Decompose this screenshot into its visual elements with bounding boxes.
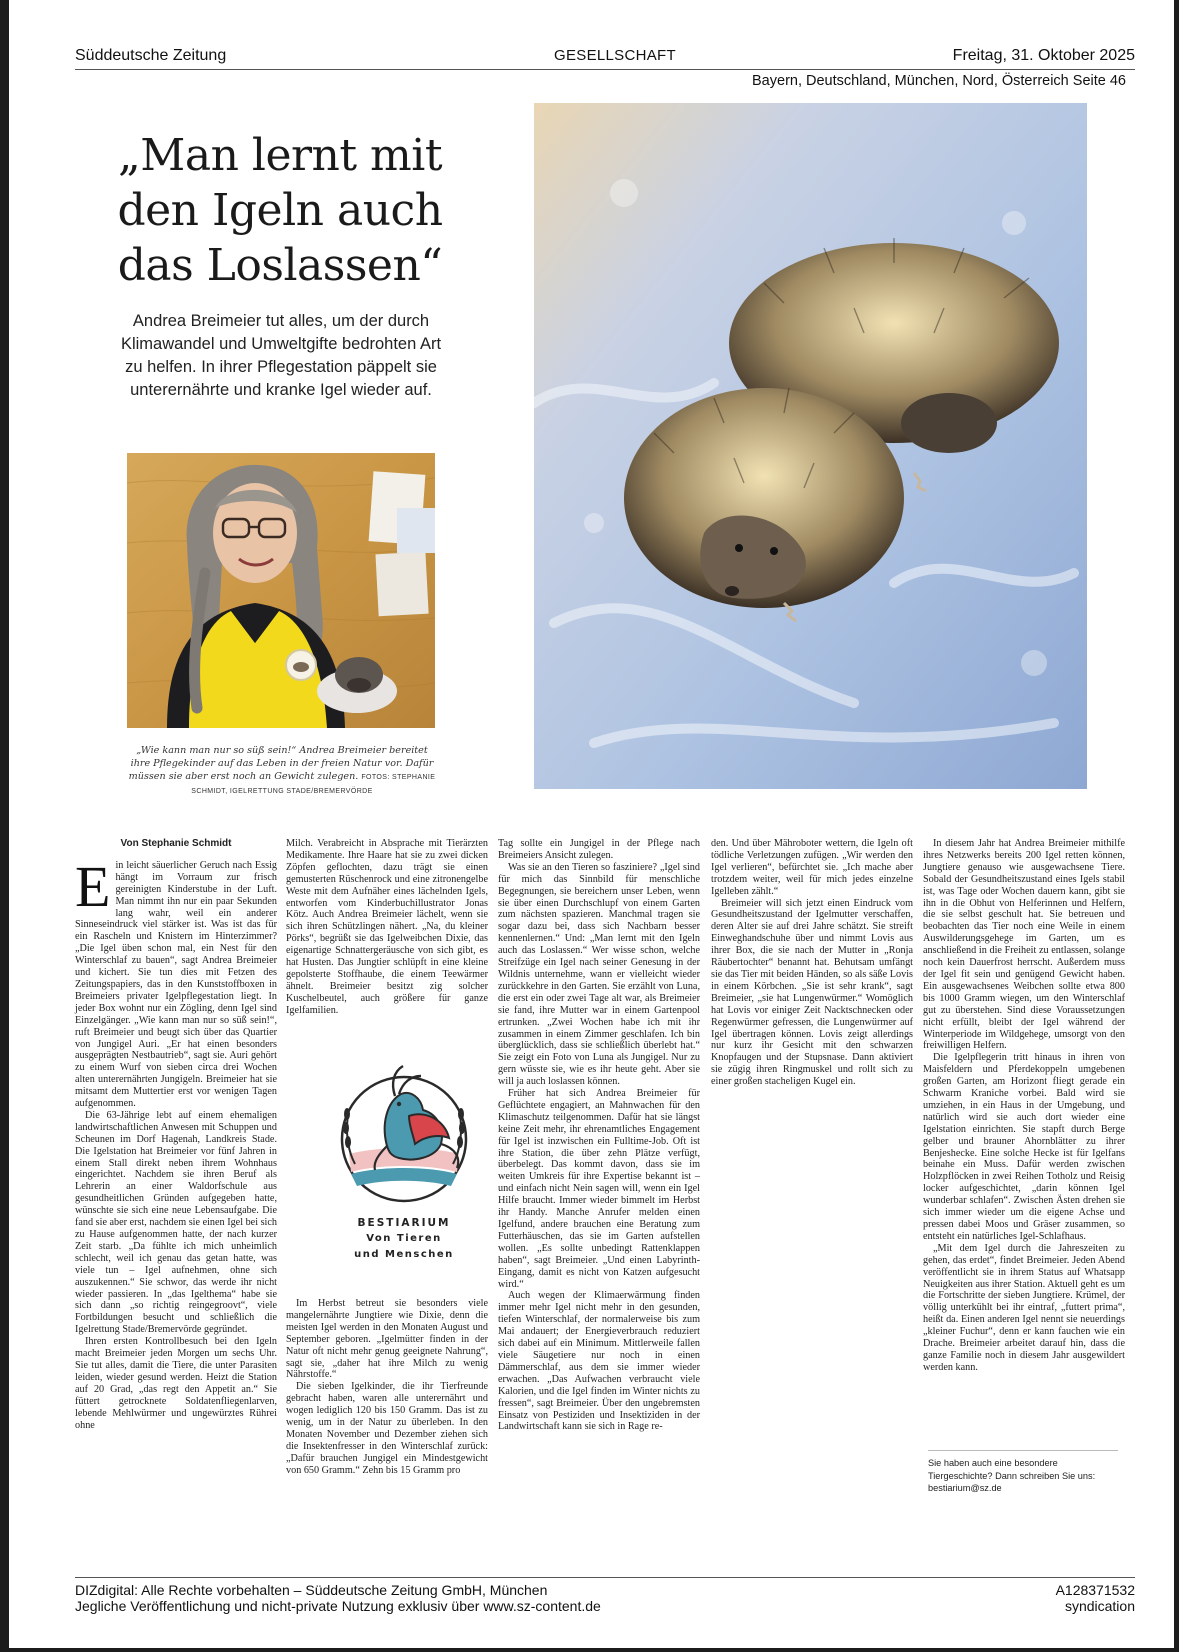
caption-text: „Wie kann man nur so süß sein!“ Andrea Breimeier bereitet ihre Pflegekinder auf das Leben in der freien Natur vor. Dafür müssen sie aber erst noch an Gewicht zulegen. xyxy=(128,745,434,782)
bestiarium-subtitle-2: und Menschen xyxy=(354,1249,454,1260)
article-paragraph: Auch wegen der Klimaerwärmung finden immer mehr Igel nicht mehr in den gesunden, tiefen Winterschlaf, der normalerweise bis zum Mai andauert; der Energieverbrauch reduziert sich dabei auf ein Minimum. Mittlerweile fallen viele Säugetiere nur noch in einen Dämmerschlaf, aus dem sie immer wieder erwachen. „Das Aufwachen verbraucht viele Kalorien, und die Igel finden im Winter nichts zu fressen“, sagt Breimeier. Über den ungebremsten Einsatz von Pestiziden und Insektiziden in der Landwirtschaft kann sie sich in Rage re- xyxy=(498,1290,700,1433)
bestiarium-subtitle-1: Von Tieren xyxy=(366,1233,442,1244)
editions-line: Bayern, Deutschland, München, Nord, Österreich Seite 46 xyxy=(752,73,1126,89)
contact-line-1: Sie haben auch eine besondere xyxy=(928,1458,1058,1468)
footer-usage[interactable]: Jegliche Veröffentlichung und nicht-private Nutzung exklusiv über www.sz-content.de xyxy=(75,1598,601,1614)
article-column-1 xyxy=(75,838,277,1431)
contact-email[interactable]: bestiarium@sz.de xyxy=(928,1483,1002,1494)
footer-type: syndication xyxy=(1064,1598,1135,1614)
article-column-3 xyxy=(498,838,700,1433)
contact-line-2: Tiergeschichte? Dann schreiben Sie uns: xyxy=(928,1470,1096,1481)
footer-left xyxy=(75,1582,601,1614)
article-column-2b xyxy=(286,1298,488,1477)
subheadline: Andrea Breimeier tut alles, um der durch Klimawandel und Umweltgifte bedrohten Art zu helfen. In ihrer Pflegestation päppelt sie unterernährte und kranke Igel wieder auf. xyxy=(120,312,442,399)
article-paragraph: Im Herbst betreut sie besonders viele mangelernährte Jungtiere wie Dixie, denn die meisten Igel werden in den Monaten August und September geboren. „Igelmütter finden in der Natur oft nicht mehr genug geeignete Nahrung“, sagt sie, „daher hat ihre Milch zu wenig Nährstoffe.“ xyxy=(286,1298,488,1381)
article-paragraph: Die sieben Igelkinder, die ihr Tierfreunde gebracht haben, waren alle unterernährt und wogen lediglich 120 bis 150 Gramm. Das ist zu wenig, um in der Natur zu überleben. In den Monaten November und Dezember ziehen sich die Insektenfresser in den Winterschlaf zurück: „Dafür brauchen Jungigel ein Mindestgewicht von 650 Gramm.“ Zehn bis 15 Gramm pro xyxy=(286,1381,488,1476)
article-paragraph: Breimeier will sich jetzt einen Eindruck vom Gesundheitszustand der Igelmutter verschaffen, deren Alter sie auf drei Jahre schätzt. Sie streift Einweghandschuhe über und nimmt Lovis aus ihrer Box, die sie nach der Mutter in „Ronja Räubertochter“ benannt hat. Behutsam umfängt sie das Tier mit beiden Händen, so als säße Lovis in einem Körbchen. „Sie ist sehr krank“, sagt Breimeier, „sie hat Lungenwürmer.“ Womöglich hat Lovis vor einiger Zeit Nacktschnecken oder Regenwürmer gefressen, die Lungenwürmer auf Igel übertragen können. Lovis zeigt allerdings nur kurz ihr Gesicht mit den schwarzen Knopfaugen und der Stupsnase. Dann aktiviert sie zügig ihren Ringmuskel und rollt sich zu einer großen stacheligen Kugel ein. xyxy=(711,897,913,1088)
article-paragraph-text: in leicht säuerlicher Geruch nach Essig hängt im Vorraum zur frisch gereinigten Kinderstube in der Luft. Man nimmt ihn nur ein paar Sekunden lang wahr, weil ein anderer Sinneseindruck viel stärker ist. Was ist das für ein Rascheln und Knistern im Hinterzimmer? „Die Igel üben schon mal, ein Nest für den Winterschlaf zu bauen“, sagt Andrea Breimeier und kichert. Sie tun dies mit Fetzen des Zeitungspapiers, das in den Kunststoffboxen in Breimeiers privater Igelpflegestation liegt. In jeder Box wohnt nur ein Zögling, denn Igel sind Einzelgänger. „Wie kann man nur so süß sein!“, ruft Breimeier und beugt sich über das Quartier von Jungigel Auri. „Er hat einen besonders ausgeprägten Nestbautrieb“, sagt sie. Auri gehört zu einem Wurf von sieben circa drei Wochen alten unterernährten Jungigeln. Breimeier hat sie mitsamt dem Muttertier erst vor wenigen Tagen aufgenommen. xyxy=(75,859,277,1110)
bestiarium-title: BESTIARIUM xyxy=(357,1217,451,1229)
newspaper-page xyxy=(9,0,1174,1648)
hedgehog-photo-drawing xyxy=(534,103,1087,789)
article-column-4 xyxy=(711,838,913,1088)
article-paragraph: Tag sollte ein Jungigel in der Pflege nach Breimeiers Ansicht zulegen. xyxy=(498,838,700,861)
masthead-bar xyxy=(75,47,1135,70)
byline: Von Stephanie Schmidt xyxy=(120,838,232,849)
article-paragraph xyxy=(75,853,277,1110)
dropcap: E xyxy=(75,853,111,919)
bestiarium-logo-icon xyxy=(329,1054,479,1209)
headline: „Man lernt mit den Igeln auch das Loslassen“ xyxy=(117,130,443,291)
article-column-5 xyxy=(923,838,1125,1374)
article-paragraph: Die Igelpflegerin tritt hinaus in ihren von Maisfeldern und Pferdekoppeln umgebenen großen Garten, am Horizont fliegt gerade ein Schwarm Kraniche vorbei. Bald wird sie umziehen, in ein Haus in der Umgebung, und natürlich wird sie auch dort wieder eine Igelstation einrichten. Sie stapft durch Berge gelber und brauner Ahornblätter zu ihrer Benjeshecke. Eine solche Hecke ist für Igelfans beinahe ein Muss. Dafür werden zwischen Holzpflöcken in zwei Reihen Totholz und Reisig locker aufgeschichtet, „darin können Igel wunderbar schlafen“. Zwischen Ästen drehen sie sich immer wieder um die eigene Achse und pressen dabei Moos und Gräser zusammen, so entsteht ein natürliches Igel-Schlafhaus. xyxy=(923,1052,1125,1242)
article-paragraph: Milch. Verabreicht in Absprache mit Tierärzten Medikamente. Ihre Haare hat sie zu zwei dicken Zöpfen geflochten, dazu trägt sie einen gemusterten Rüschenrock und eine zitronengelbe Weste mit dem Aufnäher eines lächelnden Igels, entworfen vom Kinderbuchillustrator Jonas Kötz. Auch Andrea Breimeier lächelt, wenn sie sich ihren Schützlingen nähert. „Na, du kleiner Pörks“, begrüßt sie das Igelweibchen Dixie, das eigenartige Schnattergeräusche von sich gibt, es hat Husten. Das Jungtier schlüpft in eine kleine gepolsterte Stoffhaube, die einem Teewärmer ähnelt. Breimeier besitzt zig solcher Kuschelbeutel, auch größere für ganze Igelfamilien. xyxy=(286,838,488,1016)
footer-rights: DIZdigital: Alle Rechte vorbehalten – Süddeutsche Zeitung GmbH, München xyxy=(75,1582,548,1598)
hedgehog-photo xyxy=(534,103,1087,789)
article-paragraph: Was sie an den Tieren so fasziniere? „Igel sind für mich das Sinnbild für menschliche Begegnungen, sie bereichern unser Leben, wenn sie über einen Durchschlupf von einem Garten zum nächsten spazieren. Manchmal tragen sie sogar dazu bei, dass sich Nachbarn besser kennenlernen.“ Und: „Man lernt mit den Igeln auch das Loslassen.“ Wer wisse schon, welche Streifzüge ein Igel nach seiner Genesung in der Wildnis unternehme, wann er vielleicht wieder zurückkehre in den Garten. Sie erzählt von Luna, die erst ein oder zwei Tage alt war, als Breimeier sie fand, ihre Mutter war in einem Gartenpool ertrunken. „Zwei Wochen habe ich mit ihr zusammen in einem Zimmer geschlafen. Ich bin überglücklich, dass sie schließlich überlebt hat.“ Sie zeigt ein Foto von Luna als Jungigel. Nur zu gern wüsste sie, wie es ihr heute geht. Aber sie will ja auch loslassen können. xyxy=(498,861,700,1088)
contact-box xyxy=(928,1450,1118,1495)
portrait-photo xyxy=(127,453,435,728)
article-paragraph: Die 63-Jährige lebt auf einem ehemaligen landwirtschaftlichen Anwesen mit Schuppen und Scheunen im Dorf Hagenah, Landkreis Stade. Die Igelstation hat Breimeier vor fünf Jahren in einem Stall direkt neben ihrem Wohnhaus eingerichtet. Nachdem sie ihren Beruf als Lehrerin an einer Waldorfschule aus gesundheitlichen Gründen aufgegeben hatte, wünschte sie sich eine neue Lebensaufgabe. Die fand sie aber erst, nachdem sie einen Igel bei sich zu Hause aufgenommen hatte, der nach kurzer Zeit starb. „Da fühlte ich mich unheimlich schlecht, weil ich genau das getan hatte, was viele tun – Igel aufnehmen, ohne sich auszukennen.“ Sie schwor, das werde ihr nicht wieder passieren. In „das Igelthema“ habe sie sich dann „so richtig reingegroovt“, viele Fortbildungen besucht und schließlich die Igelrettung Stade/Bremervörde gegründet. xyxy=(75,1109,277,1336)
article-column-2 xyxy=(286,838,488,1017)
footer xyxy=(75,1577,1135,1614)
article-paragraph: den. Und über Mähroboter wettern, die Igeln oft tödliche Verletzungen zufügen. „Wir werden den Igel verlieren“, befürchtet sie. „Ich mache aber trotzdem weiter, weil für mich jedes einzelne Igelleben zählt.“ xyxy=(711,838,913,897)
photo-caption xyxy=(127,744,437,798)
footer-doc-id: A128371532 xyxy=(1055,1582,1135,1598)
article-paragraph: In diesem Jahr hat Andrea Breimeier mithilfe ihres Netzwerks bereits 200 Igel retten können, Jungtiere genauso wie ausgewachsene Tiere. Sobald der Gesundheitszustand eines Igels stabil ist, was Tage oder Wochen dauern kann, gibt sie ihn in die Obhut von Helferinnen und Helfern, die sie selbst geschult hat. Sie betreuen und beobachten das Tier noch eine Weile in einem Auswilderungsgehege im Garten, um es anschließend in die Freiheit zu entlassen, solange noch kein Dauerfrost herrscht. Außerdem muss der Igel fit sein und genügend Gewicht haben. Ein ausgewachsenes Weibchen sollte etwa 800 bis 1000 Gramm wiegen, um den Winterschlaf gut zu überstehen. Sind diese Voraussetzungen nicht erfüllt, bleibt der Igel während der Winterperiode im Wildgehege, umsorgt von den freiwilligen Helfern. xyxy=(923,838,1125,1052)
photo-credit: FOTOS: STEPHANIE SCHMIDT, IGELRETTUNG STADE/BREMERVÖRDE xyxy=(191,774,436,795)
bestiarium-box xyxy=(309,1054,499,1261)
article-paragraph: Ihren ersten Kontrollbesuch bei den Igeln macht Breimeier jeden Morgen um sechs Uhr. Sie tut alles, damit die Tiere, die unter Parasiten leiden, wieder gesund werden. Heizt die Station auf 20 Grad, „das regt den Appetit an.“ Sie füttert getrocknete Soldatenfliegenlarven, lebende Mehlwürmer und ungewürztes Rührei ohne xyxy=(75,1336,277,1431)
article-paragraph: Früher hat sich Andrea Breimeier für Geflüchtete engagiert, an Mahnwachen für den Klimaschutz teilgenommen. Dafür hat sie längst keine Zeit mehr, ihr ehrenamtliches Engagement für Igel ist inzwischen ein Fulltime-Job. Oft ist ihre Station, die über zehn Plätze verfügt, überbelegt. Das kommt davon, dass sie im weiten Umkreis für ihre Expertise bekannt ist – und einfach nicht Nein sagen will, wenn ein Igel Hilfe braucht. Immer wieder bimmelt im Herbst ihr Handy. Manche Anrufer melden einen Igelfund, andere brauchen eine Beratung zum Futterhäuschen, das sie im Garten aufstellen wollen. „Es sollte unbedingt Rattenklappen haben“, sagt Breimeier. „Und einen Labyrinth-Eingang, damit es nicht von Katzen aufgesucht wird.“ xyxy=(498,1088,700,1290)
footer-right xyxy=(1056,1582,1135,1614)
issue-date: Freitag, 31. Oktober 2025 xyxy=(952,47,1135,64)
portrait-photo-drawing xyxy=(127,453,435,728)
article-paragraph: „Mit dem Igel durch die Jahreszeiten zu gehen, das erdet“, findet Breimeier. Jeden Abend veröffentlicht sie in ihrem Status auf Whatsapp Neuigkeiten aus ihrer Station. Aktuell geht es um die Fortschritte der sieben Jungtiere. Krümel, der völlig unterkühlt bei ihr eintraf, „futtert prima“, heißt da. Einen anderen Igel nennt sie neuerdings „kleiner Fuchur“, denn er kann fauchen wie ein Drache. Breimeier arbeitet darauf hin, dass die ganze Familie noch in diesem Jahr ausgewildert werden kann. xyxy=(923,1242,1125,1373)
paper-name: Süddeutsche Zeitung xyxy=(75,47,227,64)
section-name: GESELLSCHAFT xyxy=(554,47,676,64)
